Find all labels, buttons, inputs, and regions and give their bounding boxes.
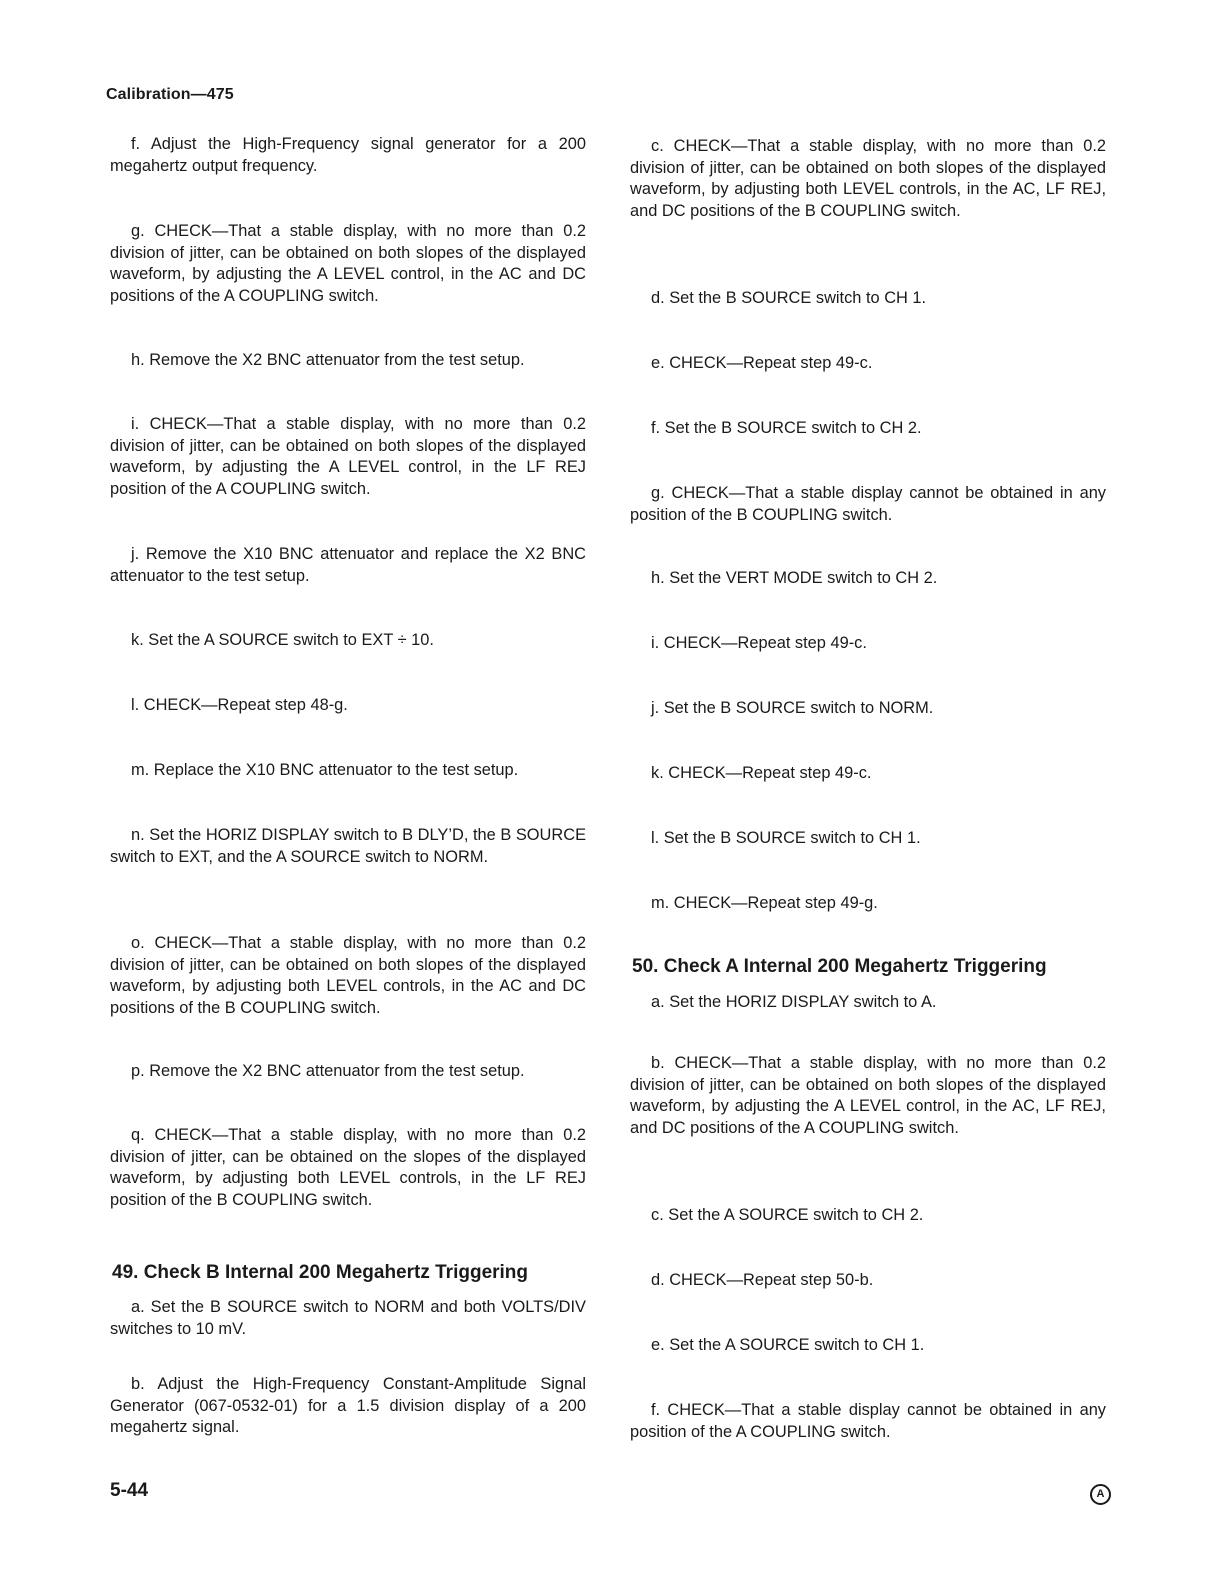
step-48p: p. Remove the X2 BNC attenuator from the test setup. — [131, 1062, 525, 1080]
step-49i: i. CHECK—Repeat step 49-c. — [651, 634, 867, 652]
step-48i: i. CHECK—That a stable display, with no more than 0.2 division of jitter, can be obtained on both slopes of the displayed waveform, by adjusting the A LEVEL control, in the LF REJ position of the A COUPLING switch. — [110, 415, 586, 498]
step-50c: c. Set the A SOURCE switch to CH 2. — [651, 1206, 924, 1224]
step-48k: k. Set the A SOURCE switch to EXT ÷ 10. — [131, 631, 434, 649]
step-49b: b. Adjust the High-Frequency Constant-Amplitude Signal Generator (067-0532-01) for a 1.5 division display of a 200 megahertz signal. — [110, 1375, 586, 1436]
step-48j: j. Remove the X10 BNC attenuator and replace the X2 BNC attenuator to the test setup. — [110, 545, 586, 585]
running-header: Calibration—475 — [106, 86, 234, 103]
step-50a: a. Set the HORIZ DISPLAY switch to A. — [651, 993, 937, 1011]
step-49a: a. Set the B SOURCE switch to NORM and both VOLTS/DIV switches to 10 mV. — [110, 1298, 586, 1338]
step-49h: h. Set the VERT MODE switch to CH 2. — [651, 569, 938, 587]
step-49m: m. CHECK—Repeat step 49-g. — [651, 894, 878, 912]
step-48n: n. Set the HORIZ DISPLAY switch to B DLY’D, the B SOURCE switch to EXT, and the A SOURCE switch to NORM. — [110, 826, 586, 866]
page-number: 5-44 — [110, 1480, 149, 1501]
step-50d: d. CHECK—Repeat step 50-b. — [651, 1271, 874, 1289]
section-49-heading: 49. Check B Internal 200 Megahertz Triggering — [112, 1262, 529, 1283]
step-49g: g. CHECK—That a stable display cannot be obtained in any position of the B COUPLING switch. — [630, 484, 1106, 524]
step-49k: k. CHECK—Repeat step 49-c. — [651, 764, 872, 782]
step-49l: l. Set the B SOURCE switch to CH 1. — [651, 829, 921, 847]
step-48h: h. Remove the X2 BNC attenuator from the test setup. — [131, 351, 525, 369]
step-48l: l. CHECK—Repeat step 48-g. — [131, 696, 348, 714]
step-48f: f. Adjust the High-Frequency signal generator for a 200 megahertz output frequency. — [110, 135, 586, 175]
step-49e: e. CHECK—Repeat step 49-c. — [651, 354, 873, 372]
step-50e: e. Set the A SOURCE switch to CH 1. — [651, 1336, 925, 1354]
section-50-heading: 50. Check A Internal 200 Megahertz Triggering — [632, 956, 1047, 977]
step-50b: b. CHECK—That a stable display, with no more than 0.2 division of jitter, can be obtained on both slopes of the displayed waveform, by adjusting the A LEVEL control, in the AC, LF REJ, and DC positions of the A COUPLING switch. — [630, 1054, 1106, 1137]
step-49j: j. Set the B SOURCE switch to NORM. — [651, 699, 934, 717]
step-48o: o. CHECK—That a stable display, with no more than 0.2 division of jitter, can be obtained on both slopes of the displayed waveform, by adjusting both LEVEL controls, in the AC and DC positions of the B COUPLING switch. — [110, 934, 586, 1017]
step-49f: f. Set the B SOURCE switch to CH 2. — [651, 419, 922, 437]
step-49d: d. Set the B SOURCE switch to CH 1. — [651, 289, 927, 307]
revision-mark-icon: A — [1090, 1484, 1111, 1505]
step-48m: m. Replace the X10 BNC attenuator to the test setup. — [131, 761, 519, 779]
step-48q: q. CHECK—That a stable display, with no more than 0.2 division of jitter, can be obtained on the slopes of the displayed waveform, by adjusting both LEVEL controls, in the LF REJ position of the B COUPLING switch. — [110, 1126, 586, 1209]
step-49c: c. CHECK—That a stable display, with no more than 0.2 division of jitter, can be obtained on both slopes of the displayed waveform, by adjusting both LEVEL controls, in the AC, LF REJ, and DC positions of the B COUPLING switch. — [630, 137, 1106, 220]
step-50f: f. CHECK—That a stable display cannot be obtained in any position of the A COUPLING switch. — [630, 1401, 1106, 1441]
step-48g: g. CHECK—That a stable display, with no more than 0.2 division of jitter, can be obtained on both slopes of the displayed waveform, by adjusting the A LEVEL control, in the AC and DC positions of the A COUPLING switch. — [110, 222, 586, 305]
